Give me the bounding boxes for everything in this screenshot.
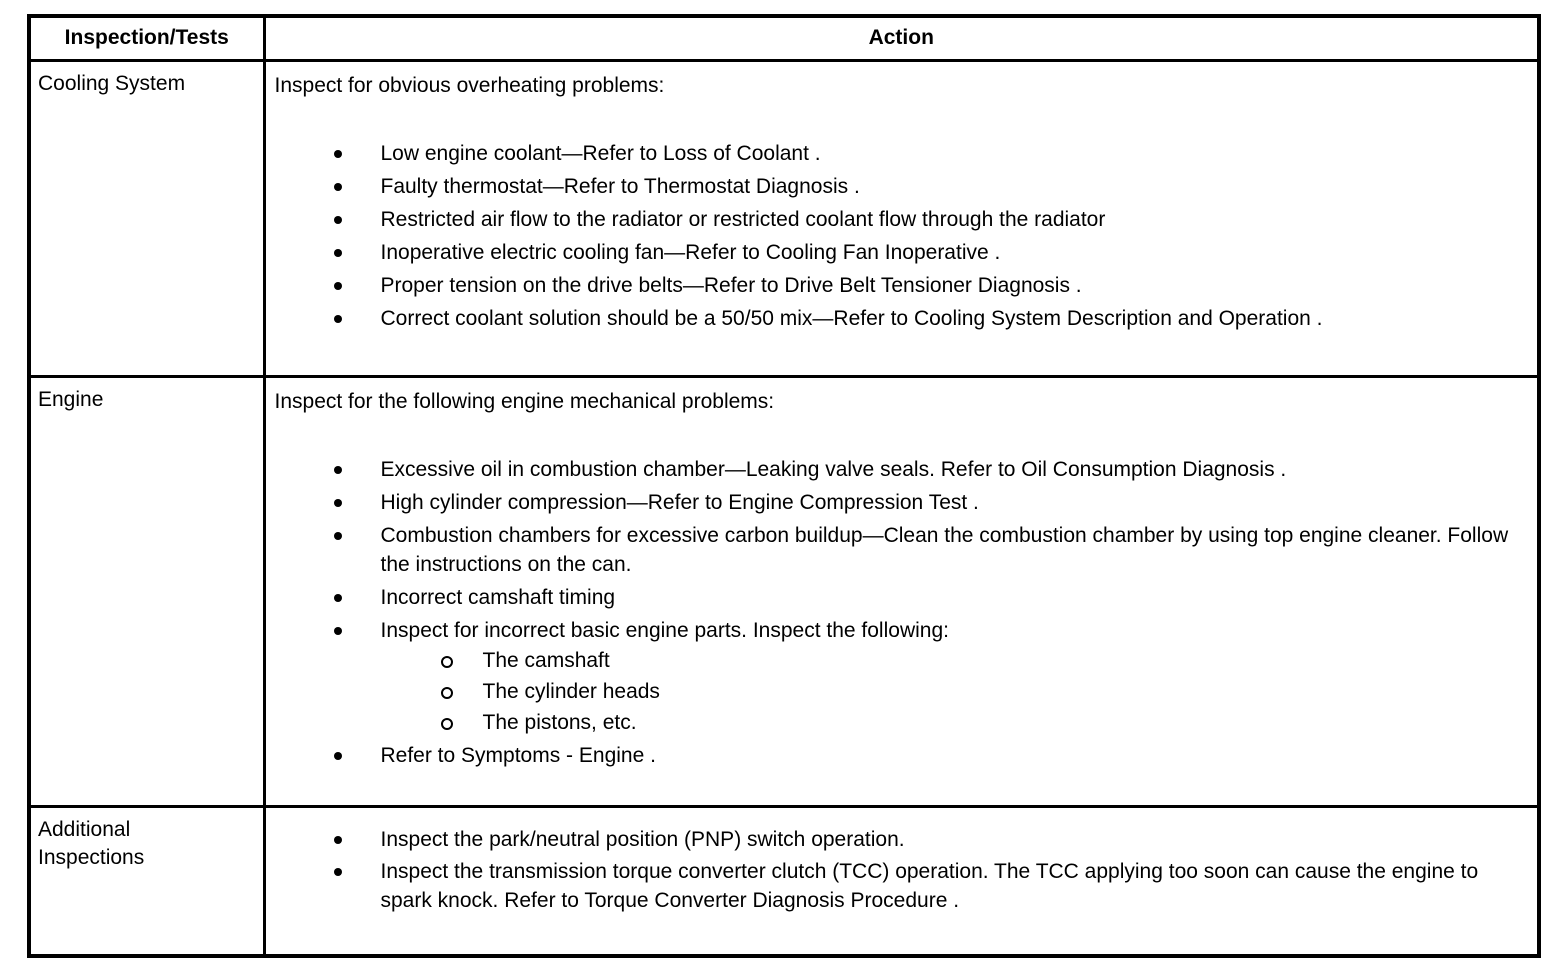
sub-bullet-item: The cylinder heads xyxy=(441,678,1528,707)
bullet-item: Inspect the park/neutral position (PNP) switch operation. xyxy=(334,826,1528,855)
bullet-item: Inspect the transmission torque converter clutch (TCC) operation. The TCC applying too soon can cause the engine to spark knock. Refer to Torque Converter Diagnosis Procedure . xyxy=(334,858,1528,916)
bullet-list xyxy=(274,826,1528,917)
bullet-item: Faulty thermostat—Refer to Thermostat Diagnosis . xyxy=(334,173,1528,202)
table-row-cooling-system xyxy=(29,60,1539,376)
bullet-item: High cylinder compression—Refer to Engine Compression Test . xyxy=(334,489,1528,518)
row-label-cell xyxy=(29,60,264,376)
bullet-item: Restricted air flow to the radiator or restricted coolant flow through the radiator xyxy=(334,206,1528,235)
action-cell-additional-inspections xyxy=(264,806,1539,956)
inspection-tests-table xyxy=(27,14,1541,958)
header-inspection-tests: Inspection/Tests xyxy=(29,16,264,60)
action-cell-cooling-system xyxy=(264,60,1539,376)
row-label-engine: Engine xyxy=(38,387,104,411)
bullet-item-with-sublist xyxy=(334,617,1528,738)
bullet-item: Inoperative electric cooling fan—Refer to Cooling Fan Inoperative . xyxy=(334,239,1528,268)
bullet-item: Proper tension on the drive belts—Refer to Drive Belt Tensioner Diagnosis . xyxy=(334,272,1528,301)
row-label-additional-inspections: Additional Inspections xyxy=(38,817,145,870)
intro-text: Inspect for the following engine mechanical problems: xyxy=(274,389,775,413)
row-label-cooling-system: Cooling System xyxy=(38,71,186,95)
row-label-cell xyxy=(29,806,264,956)
table-row-engine xyxy=(29,376,1539,806)
bullet-item: Correct coolant solution should be a 50/50 mix—Refer to Cooling System Description and Operation . xyxy=(334,305,1528,334)
header-row xyxy=(29,16,1539,60)
bullet-item: Excessive oil in combustion chamber—Leaking valve seals. Refer to Oil Consumption Diagnosis . xyxy=(334,456,1528,485)
bullet-item: Refer to Symptoms - Engine . xyxy=(334,742,1528,771)
bullet-item: Low engine coolant—Refer to Loss of Coolant . xyxy=(334,140,1528,169)
header-action: Action xyxy=(264,16,1539,60)
sub-bullet-list xyxy=(381,647,1528,738)
sub-bullet-item: The camshaft xyxy=(441,647,1528,676)
row-label-cell xyxy=(29,376,264,806)
action-cell-engine xyxy=(264,376,1539,806)
intro-text: Inspect for obvious overheating problems: xyxy=(274,73,665,97)
bullet-item-text: Inspect for incorrect basic engine parts. Inspect the following: xyxy=(380,619,949,643)
sub-bullet-item: The pistons, etc. xyxy=(441,709,1528,738)
table-row-additional-inspections xyxy=(29,806,1539,956)
bullet-item: Incorrect camshaft timing xyxy=(334,584,1528,613)
bullet-list xyxy=(274,456,1528,771)
bullet-item: Combustion chambers for excessive carbon buildup—Clean the combustion chamber by using top engine cleaner. Follow the instructions on the can. xyxy=(334,522,1528,580)
bullet-list xyxy=(274,140,1528,334)
